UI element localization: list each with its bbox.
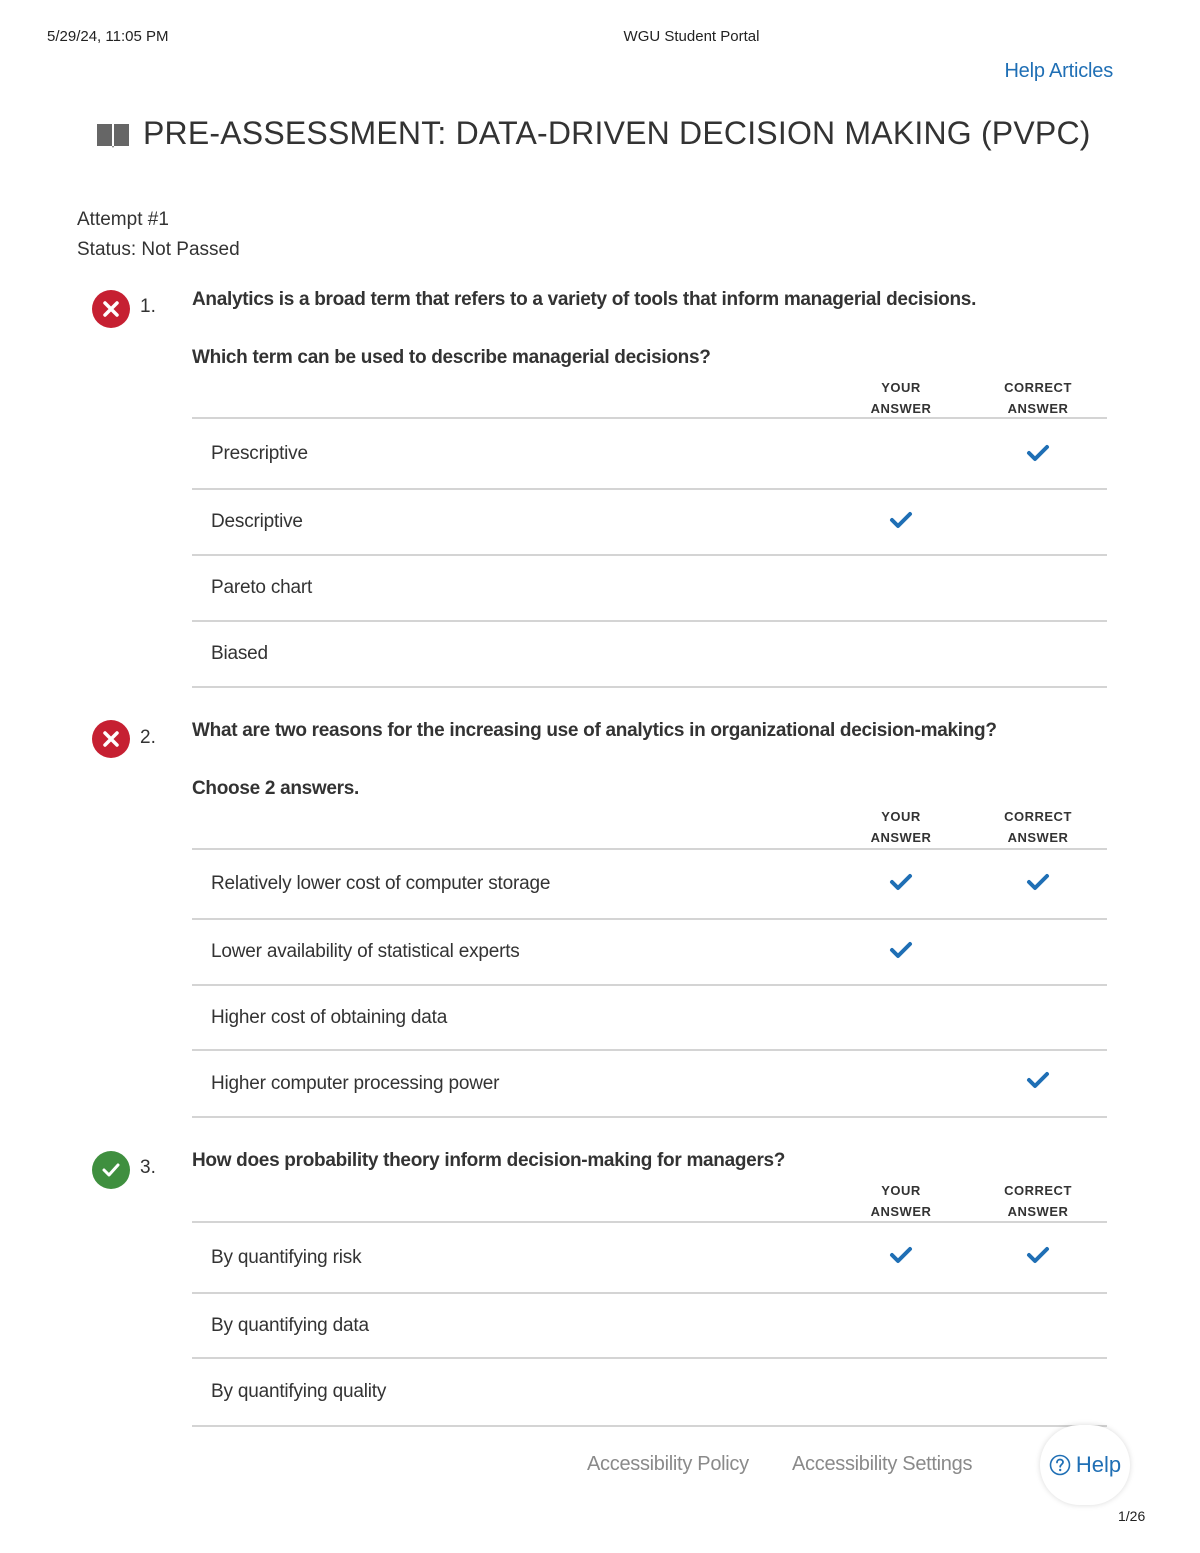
answer-row xyxy=(192,1221,1107,1292)
answer-label: Prescriptive xyxy=(211,442,308,464)
answer-label: Pareto chart xyxy=(211,577,313,598)
correct-answer-header: CORRECT ANSWER xyxy=(1004,809,1072,845)
answer-row xyxy=(192,984,1107,1049)
answer-row xyxy=(192,918,1107,984)
answer-label: By quantifying risk xyxy=(211,1246,362,1268)
help-button-label: Help xyxy=(1075,1452,1122,1477)
question-instruction: Which term can be used to describe managerial decisions? xyxy=(192,347,711,368)
attempt-status: Status: Not Passed xyxy=(77,239,240,260)
answer-table xyxy=(192,1221,1107,1427)
answer-row xyxy=(192,1357,1107,1427)
correct-answer-check-icon xyxy=(1026,1070,1050,1090)
answer-row xyxy=(192,417,1107,488)
page-title-text: PRE-ASSESSMENT: DATA-DRIVEN DECISION MAKING (PVPC) xyxy=(143,115,1091,151)
answer-row xyxy=(192,488,1107,554)
question-number: 2. xyxy=(140,727,156,748)
attempt-info xyxy=(77,205,240,265)
answer-label: By quantifying data xyxy=(211,1314,369,1336)
question-text: Analytics is a broad term that refers to a variety of tools that inform managerial decisions. xyxy=(192,289,977,310)
accessibility-settings-link[interactable]: Accessibility Settings xyxy=(792,1453,973,1475)
your-answer-header: YOUR ANSWER xyxy=(870,380,932,416)
answer-row xyxy=(192,1049,1107,1118)
answer-row xyxy=(192,1292,1107,1357)
answer-row xyxy=(192,554,1107,620)
your-answer-header: YOUR ANSWER xyxy=(870,809,932,845)
answer-table xyxy=(192,417,1107,688)
attempt-label: Attempt #1 xyxy=(77,209,169,230)
question-instruction: Choose 2 answers. xyxy=(192,778,360,799)
question-number: 3. xyxy=(140,1157,156,1178)
help-button[interactable] xyxy=(1040,1425,1130,1505)
answer-label: Descriptive xyxy=(211,511,303,532)
correct-icon xyxy=(92,1151,130,1189)
print-date: 5/29/24, 11:05 PM xyxy=(47,28,169,45)
question-text: How does probability theory inform decision-making for managers? xyxy=(192,1150,786,1171)
answer-row xyxy=(192,848,1107,918)
answer-label: Higher computer processing power xyxy=(211,1072,500,1094)
your-answer-check-icon xyxy=(889,940,913,960)
answer-label: Relatively lower cost of computer storage xyxy=(211,873,551,894)
your-answer-header: YOUR ANSWER xyxy=(870,1183,932,1219)
correct-answer-check-icon xyxy=(1026,443,1050,463)
incorrect-icon xyxy=(92,290,130,328)
help-articles-link[interactable]: Help Articles xyxy=(1004,60,1113,82)
incorrect-icon xyxy=(92,720,130,758)
correct-answer-check-icon xyxy=(1026,872,1050,892)
answer-row xyxy=(192,620,1107,688)
your-answer-check-icon xyxy=(889,872,913,892)
question-number: 1. xyxy=(140,296,156,317)
print-title: WGU Student Portal xyxy=(623,28,760,45)
answer-label: By quantifying quality xyxy=(211,1381,387,1402)
question-circle-icon xyxy=(1049,1454,1071,1476)
answer-label: Higher cost of obtaining data xyxy=(211,1006,448,1028)
correct-answer-header: CORRECT ANSWER xyxy=(1004,380,1072,416)
book-icon xyxy=(95,120,131,148)
correct-answer-header: CORRECT ANSWER xyxy=(1004,1183,1072,1219)
your-answer-check-icon xyxy=(889,1245,913,1265)
answer-table xyxy=(192,848,1107,1118)
question-text: What are two reasons for the increasing use of analytics in organizational decision-making? xyxy=(192,720,997,741)
page-number: 1/26 xyxy=(1118,1508,1146,1524)
accessibility-policy-link[interactable]: Accessibility Policy xyxy=(587,1453,749,1475)
answer-label: Lower availability of statistical experts xyxy=(211,941,520,962)
page-title xyxy=(95,115,1091,152)
correct-answer-check-icon xyxy=(1026,1245,1050,1265)
answer-label: Biased xyxy=(211,643,268,664)
your-answer-check-icon xyxy=(889,510,913,530)
